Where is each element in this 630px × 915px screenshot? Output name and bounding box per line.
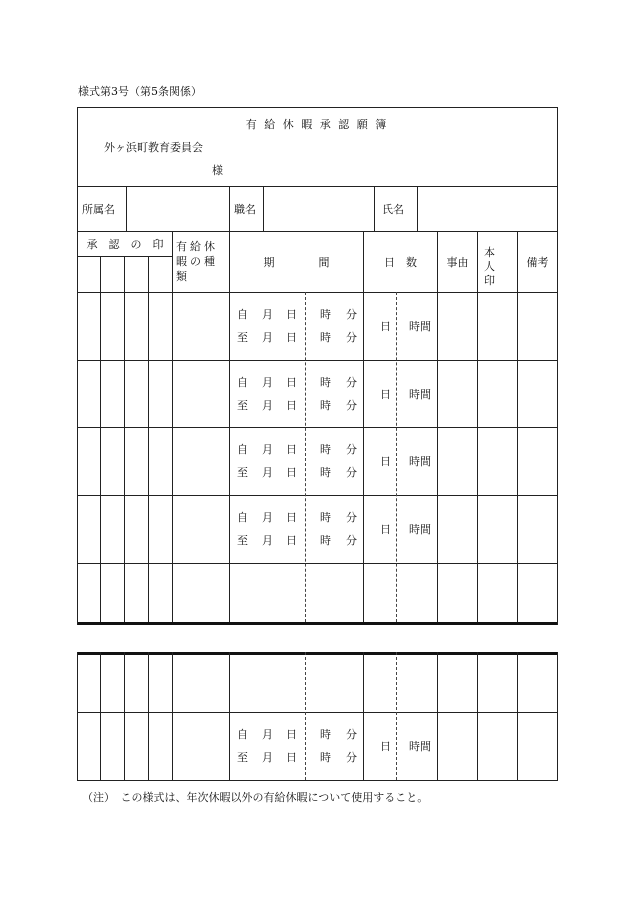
period-minute-label: 分 xyxy=(346,728,357,741)
period-to-label: 至 xyxy=(237,331,248,344)
days-unit-label: 日 xyxy=(380,455,391,468)
period-day-label: 日 xyxy=(286,534,297,547)
period-hour-label: 時 xyxy=(320,399,331,412)
period-header: 期 間 xyxy=(263,255,330,269)
period-month-label: 月 xyxy=(262,308,273,321)
period-minute-label: 分 xyxy=(346,331,357,344)
period-minute-label: 分 xyxy=(346,399,357,412)
days-unit-label: 日 xyxy=(380,388,391,401)
period-from-label: 自 xyxy=(237,376,248,389)
hours-unit-label: 時間 xyxy=(409,455,431,468)
period-to-label: 至 xyxy=(237,751,248,764)
period-month-label: 月 xyxy=(262,466,273,479)
hours-unit-label: 時間 xyxy=(409,523,431,536)
period-day-label: 日 xyxy=(286,331,297,344)
period-month-label: 月 xyxy=(262,399,273,412)
addressee: 外ヶ浜町教育委員会 xyxy=(104,141,203,154)
period-minute-label: 分 xyxy=(346,534,357,547)
days-unit-label: 日 xyxy=(380,523,391,536)
period-hour-label: 時 xyxy=(320,466,331,479)
period-hour-label: 時 xyxy=(320,751,331,764)
period-minute-label: 分 xyxy=(346,751,357,764)
hours-unit-label: 時間 xyxy=(409,320,431,333)
period-hour-label: 時 xyxy=(320,728,331,741)
hours-unit-label: 時間 xyxy=(409,388,431,401)
approval-seal-header: 承 認 の 印 xyxy=(86,238,164,251)
period-day-label: 日 xyxy=(286,443,297,456)
period-from-label: 自 xyxy=(237,308,248,321)
period-to-label: 至 xyxy=(237,466,248,479)
honorific: 様 xyxy=(212,164,223,177)
period-minute-label: 分 xyxy=(346,376,357,389)
period-day-label: 日 xyxy=(286,308,297,321)
form-number: 様式第3号（第5条関係） xyxy=(78,85,202,98)
period-month-label: 月 xyxy=(262,376,273,389)
period-to-label: 至 xyxy=(237,534,248,547)
period-minute-label: 分 xyxy=(346,511,357,524)
period-to-label: 至 xyxy=(237,399,248,412)
period-day-label: 日 xyxy=(286,511,297,524)
period-month-label: 月 xyxy=(262,728,273,741)
period-hour-label: 時 xyxy=(320,511,331,524)
days-header: 日 数 xyxy=(384,255,417,269)
period-month-label: 月 xyxy=(262,751,273,764)
period-day-label: 日 xyxy=(286,376,297,389)
period-hour-label: 時 xyxy=(320,534,331,547)
period-hour-label: 時 xyxy=(320,331,331,344)
period-from-label: 自 xyxy=(237,443,248,456)
period-day-label: 日 xyxy=(286,728,297,741)
period-day-label: 日 xyxy=(286,466,297,479)
form-title: 有 給 休 暇 承 認 願 簿 xyxy=(245,118,389,131)
remarks-header: 備考 xyxy=(526,255,549,269)
position-label: 職名 xyxy=(234,203,256,216)
period-minute-label: 分 xyxy=(346,308,357,321)
period-from-label: 自 xyxy=(237,511,248,524)
name-label: 氏名 xyxy=(382,203,404,216)
hours-unit-label: 時間 xyxy=(409,740,431,753)
leave-type-header: 有給休暇の種類 xyxy=(176,240,218,283)
period-month-label: 月 xyxy=(262,443,273,456)
period-month-label: 月 xyxy=(262,331,273,344)
period-from-label: 自 xyxy=(237,728,248,741)
own-seal-header: 本人印 xyxy=(484,246,499,287)
period-day-label: 日 xyxy=(286,751,297,764)
reason-header: 事由 xyxy=(446,255,469,269)
affiliation-label: 所属名 xyxy=(82,203,115,216)
period-hour-label: 時 xyxy=(320,308,331,321)
period-hour-label: 時 xyxy=(320,443,331,456)
days-unit-label: 日 xyxy=(380,320,391,333)
usage-note: （注） この様式は、年次休暇以外の有給休暇について使用すること。 xyxy=(82,791,429,804)
period-month-label: 月 xyxy=(262,534,273,547)
period-month-label: 月 xyxy=(262,511,273,524)
period-day-label: 日 xyxy=(286,399,297,412)
period-minute-label: 分 xyxy=(346,466,357,479)
period-hour-label: 時 xyxy=(320,376,331,389)
period-minute-label: 分 xyxy=(346,443,357,456)
days-unit-label: 日 xyxy=(380,740,391,753)
